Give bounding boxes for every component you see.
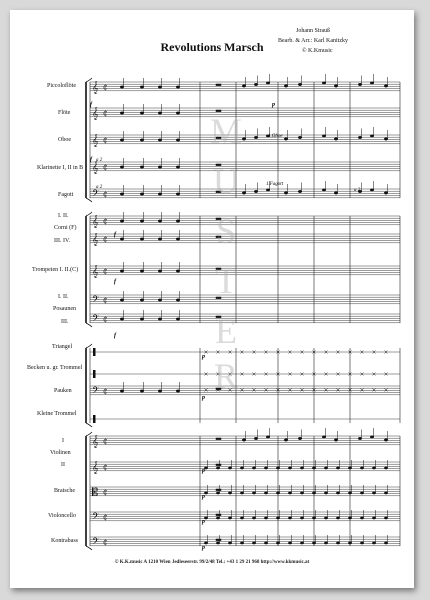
note-head: [176, 299, 180, 301]
note-head: [312, 492, 315, 494]
whole-rest: [216, 84, 221, 86]
label-oboe: Oboe: [58, 137, 71, 143]
dyn-a2-oboe: a 2: [96, 158, 103, 163]
note-head: [140, 112, 144, 114]
clef-icon: 𝄞: [92, 107, 99, 120]
note-head: [228, 517, 231, 519]
clef-icon: 𝄢: [92, 511, 100, 524]
note-head: [216, 492, 219, 494]
note-head: [312, 467, 315, 469]
watermark-letter: U: [213, 161, 239, 201]
note-head: [288, 542, 291, 544]
time-signature-icon: ₵: [103, 109, 108, 118]
note-head: [120, 193, 124, 195]
time-signature-icon: ₵: [103, 387, 108, 396]
dyn-a2-klarinette: a 2: [96, 185, 103, 190]
note-head: [264, 542, 267, 544]
note-head: [120, 270, 124, 272]
time-signature-icon: ₵: [103, 315, 108, 324]
note-head: [276, 467, 279, 469]
note-head: [384, 542, 387, 544]
note-head: [336, 542, 339, 544]
note-head: [358, 136, 362, 138]
annot-fagott-solo: 1.Fagott: [266, 182, 284, 187]
note-head: [334, 439, 338, 441]
time-signature-icon: ₵: [103, 488, 108, 497]
note-head: [216, 467, 219, 469]
note-head: [336, 492, 339, 494]
label-posaunen-3: III.: [61, 319, 69, 325]
note-head: [158, 193, 162, 195]
score-page: [10, 10, 414, 588]
label-pauken: Pauken: [54, 388, 72, 394]
time-signature-icon: ₵: [103, 190, 108, 199]
note-head: [336, 467, 339, 469]
label-trompeten: Trompeten I. II.(C): [32, 267, 79, 273]
label-posaunen-1: I. II.: [58, 294, 69, 300]
time-signature-icon: ₵: [103, 296, 108, 305]
percussion-clef-icon: [93, 415, 96, 423]
whole-rest: [216, 514, 221, 516]
note-head: [216, 542, 219, 544]
label-piccolo: Piccoloflöte: [47, 83, 76, 89]
note-head: [140, 238, 144, 240]
note-head: [140, 86, 144, 88]
note-head: [372, 517, 375, 519]
note-head: [176, 318, 180, 320]
whole-rest: [216, 438, 221, 440]
note-head: [276, 517, 279, 519]
note-head: [264, 517, 267, 519]
note-head: [348, 467, 351, 469]
note-head: [204, 542, 207, 544]
dyn-f-horn: f: [114, 232, 116, 238]
note-head: [252, 467, 255, 469]
note-head: [140, 318, 144, 320]
clef-icon: 𝄞: [92, 161, 99, 174]
clef-icon: 𝄞: [92, 233, 99, 246]
note-head: [228, 467, 231, 469]
note-head: [120, 318, 124, 320]
watermark-letter: S: [215, 211, 237, 251]
page-footer: © K.K.music A 1210 Wien Jedleseerstr. 99/2/48 Tel.: +43 1 29 21 968 http://www.kkmusic.at: [114, 560, 310, 565]
dyn-f-trp: f: [114, 279, 116, 285]
label-kontrabass: Kontrabass: [51, 538, 78, 544]
percussion-clef-icon: [93, 348, 96, 356]
note-head: [158, 139, 162, 141]
page-title: Revolutions Marsch: [160, 40, 264, 54]
note-head: [240, 467, 243, 469]
note-head: [158, 270, 162, 272]
time-signature-icon: ₵: [103, 463, 108, 472]
note-head: [176, 139, 180, 141]
dyn-p-violin: p: [202, 468, 205, 474]
dyn-f-oboe: f: [90, 157, 92, 163]
label-violinen-1: I: [62, 438, 64, 444]
note-head: [372, 542, 375, 544]
dyn-p-triangel: p: [202, 354, 205, 360]
time-signature-icon: ₵: [103, 217, 108, 226]
note-head: [140, 139, 144, 141]
note-head: [334, 138, 338, 140]
note-head: [158, 318, 162, 320]
watermark-letter: E: [215, 311, 237, 351]
label-floete: Flöte: [58, 110, 71, 116]
note-head: [298, 136, 302, 138]
label-violinen-3: II: [61, 462, 65, 468]
note-head: [284, 138, 288, 140]
note-head: [252, 542, 255, 544]
dyn-f-piccolo: f: [90, 102, 92, 108]
dyn-p-bass: p: [202, 545, 205, 551]
note-head: [254, 190, 258, 192]
note-head: [158, 166, 162, 168]
note-head: [358, 83, 362, 85]
dyn-a2-fagott: a 2: [354, 188, 361, 193]
note-head: [140, 299, 144, 301]
note-head: [158, 238, 162, 240]
note-head: [284, 85, 288, 87]
note-head: [324, 517, 327, 519]
time-signature-icon: ₵: [103, 267, 108, 276]
clef-icon: 𝄢: [92, 294, 100, 307]
note-head: [120, 220, 124, 222]
note-head: [140, 220, 144, 222]
label-corni-3: III. IV.: [54, 238, 71, 244]
note-head: [120, 112, 124, 114]
time-signature-icon: ₵: [103, 163, 108, 172]
note-head: [228, 542, 231, 544]
note-head: [288, 517, 291, 519]
note-head: [242, 85, 246, 87]
clef-icon: 𝄢: [92, 188, 100, 201]
note-head: [360, 517, 363, 519]
note-head: [324, 467, 327, 469]
note-head: [240, 542, 243, 544]
whole-rest: [216, 464, 221, 466]
label-violinen-2: Violinen: [50, 450, 71, 456]
note-head: [158, 112, 162, 114]
note-head: [158, 220, 162, 222]
note-head: [384, 439, 388, 441]
note-head: [322, 189, 326, 191]
clef-icon: 𝄢: [92, 536, 100, 549]
annot-oboe-solo: 1.Oboe: [268, 134, 283, 139]
note-head: [370, 436, 374, 438]
note-head: [348, 542, 351, 544]
clef-icon: 𝄢: [92, 385, 100, 398]
note-head: [298, 437, 302, 439]
note-head: [252, 492, 255, 494]
percussion-clef-icon: [93, 370, 96, 378]
note-head: [176, 193, 180, 195]
note-head: [384, 492, 387, 494]
note-head: [176, 270, 180, 272]
watermark-letter: R: [213, 356, 238, 396]
label-klarinette: Klarinette I, II in B: [37, 165, 84, 171]
copyright-label: © K.Kmusic: [302, 48, 333, 54]
note-head: [358, 437, 362, 439]
note-head: [120, 139, 124, 141]
watermark-letter: T: [215, 261, 237, 301]
note-head: [158, 86, 162, 88]
label-corni-1: I. II.: [58, 213, 69, 219]
note-head: [254, 437, 258, 439]
note-head: [176, 390, 180, 392]
note-head: [140, 270, 144, 272]
note-head: [384, 85, 388, 87]
time-signature-icon: ₵: [103, 437, 108, 446]
clef-icon: 𝄞: [92, 81, 99, 94]
label-becken: Becken u. gr. Trommel: [27, 365, 83, 371]
label-triangel: Triangel: [52, 344, 73, 350]
note-head: [336, 517, 339, 519]
clef-icon: 𝄞: [92, 265, 99, 278]
note-head: [120, 238, 124, 240]
note-head: [334, 85, 338, 87]
whole-rest: [216, 539, 221, 541]
dyn-p-bratsche: p: [202, 494, 205, 500]
dyn-p-pauken: p: [202, 395, 205, 401]
note-head: [120, 390, 124, 392]
note-head: [300, 492, 303, 494]
note-head: [370, 82, 374, 84]
note-head: [322, 135, 326, 137]
note-head: [372, 492, 375, 494]
note-head: [176, 166, 180, 168]
note-head: [360, 542, 363, 544]
arranger-label: Bearb. & Arr.: Karl Kanitzky: [278, 38, 348, 44]
time-signature-icon: ₵: [103, 136, 108, 145]
time-signature-icon: ₵: [103, 513, 108, 522]
clef-icon: 𝄢: [92, 313, 100, 326]
note-head: [300, 467, 303, 469]
time-signature-icon: ₵: [103, 83, 108, 92]
note-head: [240, 492, 243, 494]
note-head: [264, 492, 267, 494]
note-head: [140, 390, 144, 392]
note-head: [370, 189, 374, 191]
note-head: [266, 189, 270, 191]
label-fagott: Fagott: [58, 192, 74, 198]
note-head: [348, 492, 351, 494]
note-head: [384, 192, 388, 194]
note-head: [242, 439, 246, 441]
note-head: [158, 390, 162, 392]
dyn-p-piccolo: p: [272, 102, 275, 108]
clef-icon: 𝄞: [92, 134, 99, 147]
note-head: [176, 112, 180, 114]
note-head: [372, 467, 375, 469]
clef-icon: 𝄡: [92, 486, 99, 499]
note-head: [264, 467, 267, 469]
label-kleine-trommel: Kleine Trommel: [37, 411, 77, 417]
note-head: [216, 517, 219, 519]
note-head: [348, 517, 351, 519]
note-head: [158, 299, 162, 301]
note-head: [120, 299, 124, 301]
note-head: [360, 467, 363, 469]
label-posaunen-2: Posaunen: [53, 306, 76, 312]
note-head: [120, 166, 124, 168]
note-head: [252, 517, 255, 519]
note-head: [360, 492, 363, 494]
note-head: [228, 492, 231, 494]
note-head: [140, 193, 144, 195]
note-head: [298, 83, 302, 85]
clef-icon: 𝄞: [92, 215, 99, 228]
note-head: [254, 136, 258, 138]
note-head: [176, 238, 180, 240]
note-head: [284, 439, 288, 441]
note-head: [240, 517, 243, 519]
clef-icon: 𝄞: [92, 461, 99, 474]
note-head: [298, 190, 302, 192]
note-head: [300, 517, 303, 519]
label-corni-2: Corni (F): [54, 225, 77, 231]
note-head: [288, 467, 291, 469]
whole-rest: [216, 489, 221, 491]
time-signature-icon: ₵: [103, 235, 108, 244]
note-head: [324, 492, 327, 494]
label-violoncello: Violoncello: [48, 513, 76, 519]
note-head: [140, 166, 144, 168]
note-head: [120, 86, 124, 88]
note-head: [300, 542, 303, 544]
watermark-letter: M: [209, 111, 242, 151]
note-head: [276, 542, 279, 544]
note-head: [266, 82, 270, 84]
dyn-p-cello: p: [202, 519, 205, 525]
dyn-f-pos: f: [114, 333, 116, 339]
note-head: [334, 192, 338, 194]
note-head: [266, 436, 270, 438]
composer-label: Johann Strauß: [296, 28, 331, 34]
note-head: [284, 192, 288, 194]
clef-icon: 𝄞: [92, 435, 99, 448]
note-head: [324, 542, 327, 544]
note-head: [276, 492, 279, 494]
note-head: [288, 492, 291, 494]
note-head: [322, 436, 326, 438]
note-head: [384, 517, 387, 519]
note-head: [312, 517, 315, 519]
note-head: [384, 138, 388, 140]
note-head: [384, 467, 387, 469]
time-signature-icon: ₵: [103, 538, 108, 547]
note-head: [322, 82, 326, 84]
note-head: [312, 542, 315, 544]
note-head: [370, 135, 374, 137]
note-head: [176, 220, 180, 222]
note-head: [254, 83, 258, 85]
label-bratsche: Bratsche: [54, 488, 75, 494]
note-head: [176, 86, 180, 88]
